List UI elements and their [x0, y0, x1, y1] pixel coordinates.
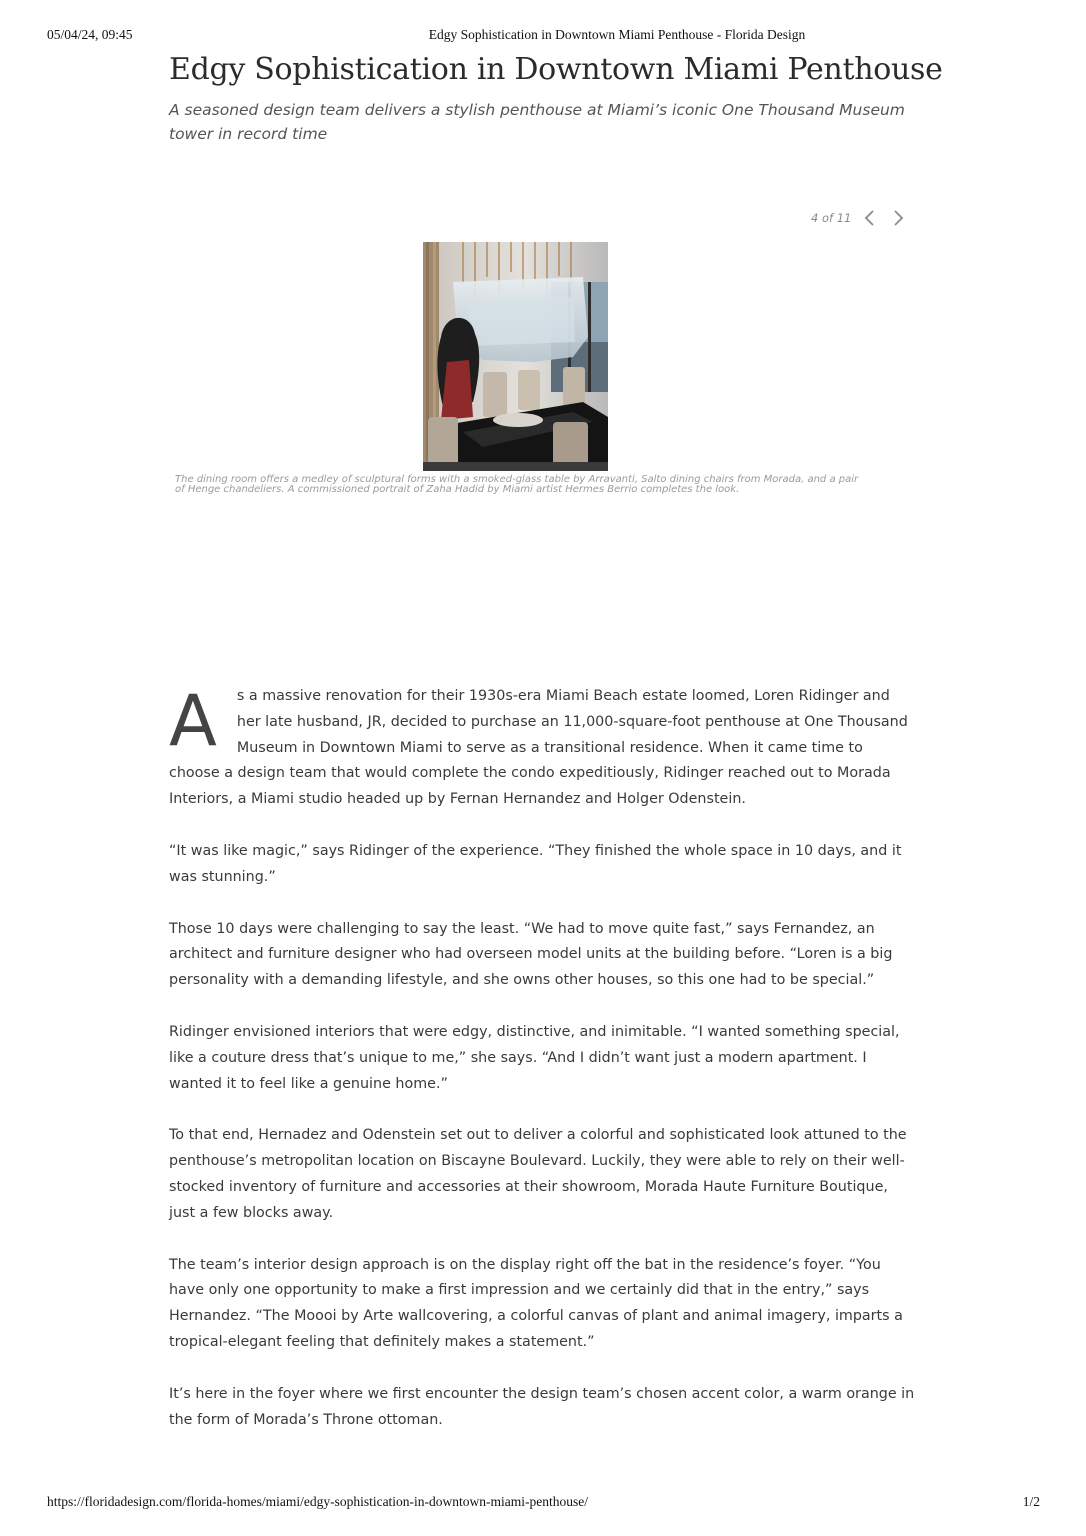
gallery-photo-dining-room[interactable] [423, 242, 608, 471]
article-paragraph-4: Ridinger envisioned interiors that were edgy, distinctive, and inimitable. “I wanted something special, like a couture dress that’s unique to me,” she says. “And I didn’t want just a modern apartment. I wanted it to feel like a genuine home.” [169, 1023, 900, 1092]
article-paragraph-7: It’s here in the foyer where we first encounter the design team’s chosen accent color, a warm orange in the form of Morada’s Throne ottoman. [169, 1385, 915, 1428]
article-paragraph-1 [169, 680, 917, 813]
drop-cap: A [169, 680, 217, 762]
gallery-prev-button[interactable] [859, 207, 881, 229]
print-url: https://floridadesign.com/florida-homes/miami/edgy-sophistication-in-downtown-miami-penthouse/ [47, 1494, 589, 1509]
dining-room-image [423, 242, 608, 471]
photo-caption: The dining room offers a medley of sculptural forms with a smoked-glass table by Arravanti, Salto dining chairs from Morada, and a pair of Henge chandeliers. A commissioned portrait of Zaha Hadid by Miami artist Hermes Berrio completes the look. [175, 474, 859, 495]
gallery-next-button[interactable] [887, 207, 909, 229]
article-subhead: A seasoned design team delivers a stylish penthouse at Miami’s iconic One Thousand Museum tower in record time [169, 101, 905, 143]
print-page-title: Edgy Sophistication in Downtown Miami Penthouse - Florida Design [428, 27, 806, 42]
gallery-navigation [790, 206, 910, 230]
chevron-right-icon [887, 207, 909, 229]
article-paragraph-5: To that end, Hernadez and Odenstein set out to deliver a colorful and sophisticated look attuned to the penthouse’s metropolitan location on Biscayne Boulevard. Luckily, they were able to rely on their well-stocked inventory of furniture and accessories at their showroom, Morada Haute Furniture Boutique, just a few blocks away. [169, 1127, 907, 1221]
article-paragraph-3: Those 10 days were challenging to say the least. “We had to move quite fast,” says Fernandez, an architect and furniture designer who had overseen model units at the building before. “Loren is a big personality with a demanding lifestyle, and she owns other houses, so this one had to be special.” [169, 920, 893, 989]
chevron-left-icon [859, 207, 881, 229]
gallery-counter: 4 of 11 [811, 211, 852, 225]
article-paragraph-6: The team’s interior design approach is on the display right off the bat in the residence’s foyer. “You have only one opportunity to make a first impression and we certainly did that in the entry,” says Hernandez. “The Moooi by Arte wallcovering, a colorful canvas of plant and animal imagery, imparts a tropical-elegant feeling that definitely makes a statement.” [169, 1256, 903, 1350]
article-headline: Edgy Sophistication in Downtown Miami Penthouse [169, 52, 943, 87]
article-body [169, 680, 917, 1459]
article-paragraph-2: “It was like magic,” says Ridinger of the experience. “They finished the whole space in 10 days, and it was stunning.” [169, 842, 902, 885]
print-page-number: 1/2 [1022, 1494, 1040, 1509]
print-datetime: 05/04/24, 09:45 [47, 27, 133, 42]
paragraph-text: s a massive renovation for their 1930s-era Miami Beach estate loomed, Loren Ridinger and her late husband, JR, decided to purchase an 11,000-square-foot penthouse at One Thousand Museum in Downtown Miami to serve as a transitional residence. When it came time to choose a design team that would complete the condo expeditiously, Ridinger reached out to Morada Interiors, a Miami studio headed up by Fernan Hernandez and Holger Odenstein. [169, 688, 908, 808]
